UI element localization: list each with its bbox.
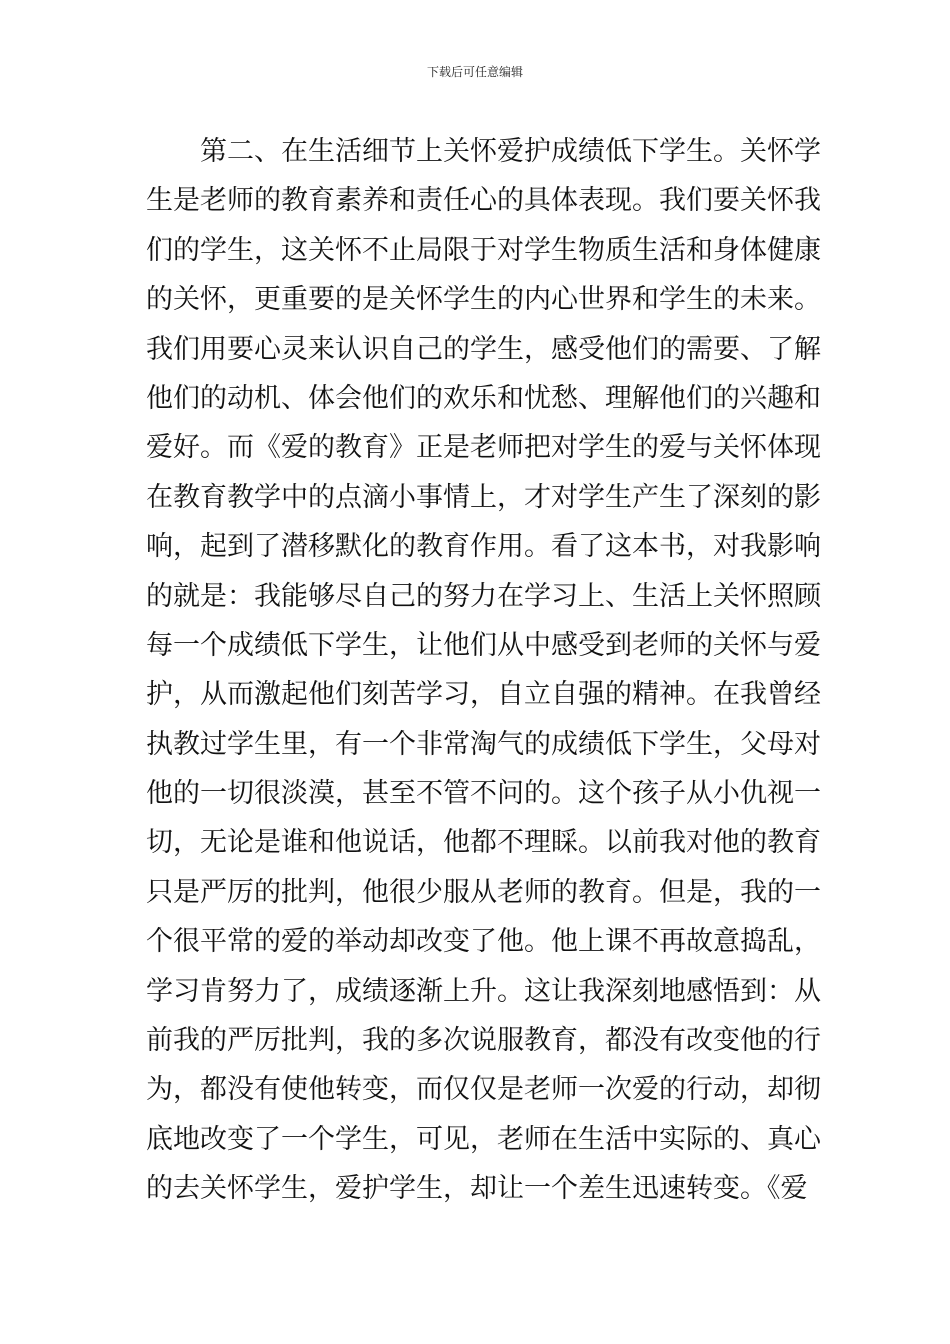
text-line: 执教过学生里，有一个非常淘气的成绩低下学生，父母对: [146, 728, 821, 760]
text-line: 生是老师的教育素养和责任心的具体表现。我们要关怀我: [146, 185, 821, 217]
text-line: 响，起到了潜移默化的教育作用。看了这本书，对我影响: [146, 531, 821, 563]
text-line: 的去关怀学生，爱护学生，却让一个差生迅速转变。《爱: [146, 1173, 808, 1205]
body-paragraph: [146, 127, 821, 1214]
text-line: 个很平常的爱的举动却改变了他。他上课不再故意捣乱，: [146, 926, 821, 958]
text-line: 学习肯努力了，成绩逐渐上升。这让我深刻地感悟到：从: [146, 975, 821, 1007]
text-line: 为，都没有使他转变，而仅仅是老师一次爱的行动，却彻: [146, 1074, 821, 1106]
text-line: 底地改变了一个学生，可见，老师在生活中实际的、真心: [146, 1123, 821, 1155]
text-line: 我们用要心灵来认识自己的学生，感受他们的需要、了解: [146, 333, 821, 365]
text-line: 切，无论是谁和他说话，他都不理睬。以前我对他的教育: [146, 827, 821, 859]
text-line: 只是严厉的批判，他很少服从老师的教育。但是，我的一: [146, 876, 821, 908]
text-line: 在教育教学中的点滴小事情上，才对学生产生了深刻的影: [146, 481, 821, 513]
text-line: 的关怀，更重要的是关怀学生的内心世界和学生的未来。: [146, 284, 821, 316]
text-line: 爱好。而《爱的教育》正是老师把对学生的爱与关怀体现: [146, 432, 821, 464]
text-line: 每一个成绩低下学生，让他们从中感受到老师的关怀与爱: [146, 629, 821, 661]
text-line: 他的一切很淡漠，甚至不管不问的。这个孩子从小仇视一: [146, 778, 821, 810]
text-line: 前我的严厉批判，我的多次说服教育，都没有改变他的行: [146, 1025, 821, 1057]
text-line: 护，从而激起他们刻苦学习，自立自强的精神。在我曾经: [146, 679, 821, 711]
page-header: 下载后可任意编辑: [426, 65, 523, 79]
text-line: 的就是：我能够尽自己的努力在学习上、生活上关怀照顾: [146, 580, 821, 612]
text-line: 们的学生，这关怀不止局限于对学生物质生活和身体健康: [146, 234, 821, 266]
text-line: 他们的动机、体会他们的欢乐和忧愁、理解他们的兴趣和: [146, 382, 821, 414]
text-line: 第二、在生活细节上关怀爱护成绩低下学生。关怀学: [200, 136, 821, 167]
